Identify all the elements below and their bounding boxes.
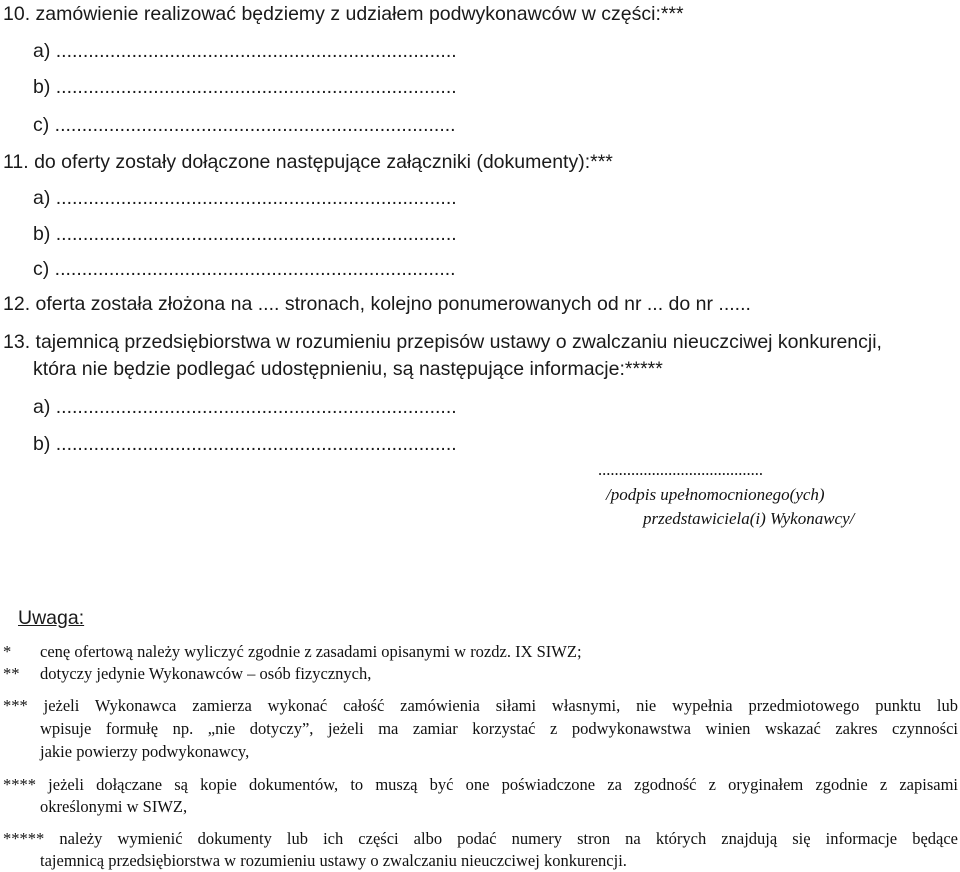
notes-title: Uwaga:: [18, 607, 85, 629]
note-4-line1: **** jeżeli dołączane są kopie dokumentów, to muszą być one poświadczone za zgodność z oryginałem zgodnie z zapisami: [3, 775, 958, 794]
signature-label-line1: /podpis upełnomocnionego(ych): [606, 485, 825, 504]
note-2-text: dotyczy jedynie Wykonawców – osób fizycznych,: [40, 664, 372, 683]
item-10-b-line[interactable]: b) ..........................................................................: [33, 76, 457, 98]
item-11-b-line[interactable]: b) ..........................................................................: [33, 223, 457, 245]
item-11-c-line[interactable]: c) ..........................................................................: [33, 258, 456, 280]
note-1-mark: *: [3, 642, 12, 661]
note-5-line2: tajemnicą przedsiębiorstwa w rozumieniu ustawy o zwalczaniu nieuczciwej konkurencji.: [40, 851, 627, 870]
note-4-line2: określonymi w SIWZ,: [40, 797, 188, 816]
signature-dots[interactable]: ........................................: [598, 460, 763, 479]
note-3-line1: *** jeżeli Wykonawca zamierza wykonać całość zamówienia siłami własnymi, nie wypełnia przedmiotowego punktu lub: [3, 696, 958, 715]
note-3-line2: wpisuje formułę np. „nie dotyczy”, jeżeli ma zamiar korzystać z podwykonawstwa winien wskazać zakres czynności: [40, 719, 958, 738]
item-13-line1: 13. tajemnicą przedsiębiorstwa w rozumieniu przepisów ustawy o zwalczaniu nieuczciwej konkurencji,: [3, 331, 882, 353]
signature-label-line2: przedstawiciela(i) Wykonawcy/: [643, 509, 855, 528]
item-12-text: 12. oferta została złożona na .... stronach, kolejno ponumerowanych od nr ... do nr ......: [3, 293, 751, 315]
item-10-a-line[interactable]: a) ..........................................................................: [33, 40, 457, 62]
note-1-text: cenę ofertową należy wyliczyć zgodnie z zasadami opisanymi w rozdz. IX SIWZ;: [40, 642, 582, 661]
item-11-text: 11. do oferty zostały dołączone następujące załączniki (dokumenty):***: [3, 151, 613, 173]
note-5-line1: ***** należy wymienić dokumenty lub ich części albo podać numery stron na których znajdują się informacje będące: [3, 829, 958, 848]
item-10-c-line[interactable]: c) ..........................................................................: [33, 114, 456, 136]
item-13-b-line[interactable]: b) ..........................................................................: [33, 433, 457, 455]
note-3-line3: jakie powierzy podwykonawcy,: [40, 742, 250, 761]
item-10-text: 10. zamówienie realizować będziemy z udziałem podwykonawców w części:***: [3, 3, 684, 25]
note-2-mark: **: [3, 664, 20, 683]
item-11-a-line[interactable]: a) ..........................................................................: [33, 187, 457, 209]
item-13-a-line[interactable]: a) ..........................................................................: [33, 396, 457, 418]
item-13-line2: która nie będzie podlegać udostępnieniu, są następujące informacje:*****: [33, 358, 663, 380]
